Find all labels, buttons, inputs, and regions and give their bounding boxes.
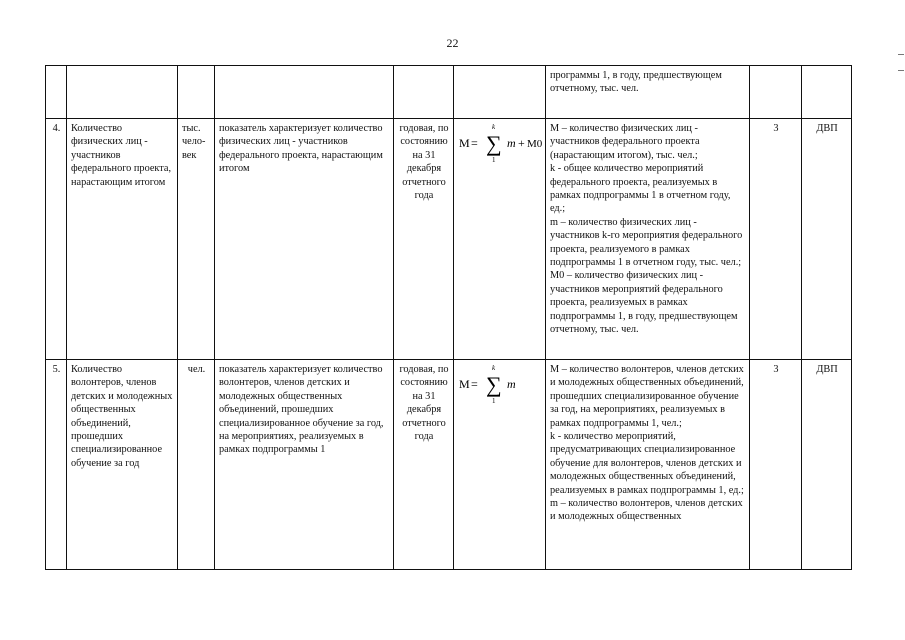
formula-equals: = [471, 377, 478, 391]
cell-empty [178, 66, 215, 119]
indicator-table [45, 65, 852, 570]
formula-cell [454, 119, 546, 360]
variable-text: k - общее количество мероприятий федерального проекта, реализуемых в рамках подпрограммы 1 в отчетном году, ед.; [550, 163, 731, 215]
variable-text: программы 1, в году, предшествующем отчетному, тыс. чел. [550, 70, 722, 95]
indicator-name: Количество физических лиц - участников федерального проекта, нарастающим итогом [67, 119, 178, 360]
sigma-icon: ∑ [486, 131, 502, 156]
cell-empty [454, 66, 546, 119]
table-row [46, 119, 852, 360]
table-row-continuation [46, 66, 852, 119]
page-number: 22 [446, 36, 459, 50]
indicator-definition: показатель характеризует количество волонтеров, членов детских и молодежных общественных объединений, прошедших специализированное обучение за год, на мероприятиях, реализуемых в рамках подпрограммы 1 [215, 360, 394, 570]
data-source: ДВП [802, 360, 852, 570]
cell-empty [394, 66, 454, 119]
sum-upper-limit: k [492, 123, 496, 131]
variable-text: k - количество мероприятий, предусматривающих специализированное обучение для волонтеров, членов детских и молодежных общественных объединений, реализуемых в рамках подпрограммы 1, ед.; [550, 431, 744, 496]
periodicity: годовая, по состоянию на 31 декабря отчетного года [394, 360, 454, 570]
unit-of-measure: тыс. человек [178, 119, 215, 360]
cell-empty [750, 66, 802, 119]
formula-term: m [507, 377, 516, 391]
formula-sum-with-m0 [458, 122, 546, 166]
cell-empty [215, 66, 394, 119]
variable-text: M – количество волонтеров, членов детских и молодежных общественных объединений, прошедших специализированное обучение за год, на мероприятиях, реализуемых в рамках подпрограммы 1, чел.; [550, 364, 744, 429]
sigma-icon: ∑ [486, 372, 502, 397]
periodicity: годовая, по состоянию на 31 декабря отчетного года [394, 119, 454, 360]
scan-margin-mark [898, 70, 904, 71]
formula-lhs: M [459, 377, 470, 391]
formula-lhs: M [459, 136, 470, 150]
formula-extra: M0 [527, 138, 543, 150]
unit-of-measure: чел. [178, 360, 215, 570]
cell-empty [802, 66, 852, 119]
data-source: ДВП [802, 119, 852, 360]
row-number: 5. [46, 360, 67, 570]
row-number: 4. [46, 119, 67, 360]
cell-variables [546, 360, 750, 570]
variable-text: m – количество физических лиц - участников k-го мероприятия федерального проекта, реализуемого в рамках подпрограммы 1 в отчетном году, тыс. чел.; [550, 216, 743, 269]
variable-text: M0 – количество физических лиц - участников мероприятий федерального проекта, реализуемых в рамках подпрограммы 1, в году, предшествующем отчетному, тыс. чел. [550, 270, 738, 336]
variable-text: m – количество волонтеров, членов детских и молодежных общественных [550, 498, 743, 523]
sum-lower-limit: 1 [492, 397, 496, 405]
cell-empty [67, 66, 178, 119]
formula-equals: = [471, 136, 478, 150]
method-code: 3 [750, 119, 802, 360]
cell-empty [46, 66, 67, 119]
table-row [46, 360, 852, 570]
sum-upper-limit: k [492, 364, 496, 372]
sum-lower-limit: 1 [492, 156, 496, 164]
indicator-definition: показатель характеризует количество физических лиц - участников федерального проекта, нарастающим итогом [215, 119, 394, 360]
variable-text: M – количество физических лиц - участников федерального проекта (нарастающим итогом), тыс. чел.; [550, 123, 700, 161]
method-code: 3 [750, 360, 802, 570]
formula-cell [454, 360, 546, 570]
indicator-name: Количество волонтеров, членов детских и молодежных общественных объединений, прошедших специализированное обучение за год [67, 360, 178, 570]
formula-sum [458, 363, 546, 407]
formula-term: m [507, 136, 516, 150]
cell-variables [546, 119, 750, 360]
formula-plus: + [518, 136, 525, 150]
scan-margin-mark [898, 54, 904, 55]
cell-variables [546, 66, 750, 119]
